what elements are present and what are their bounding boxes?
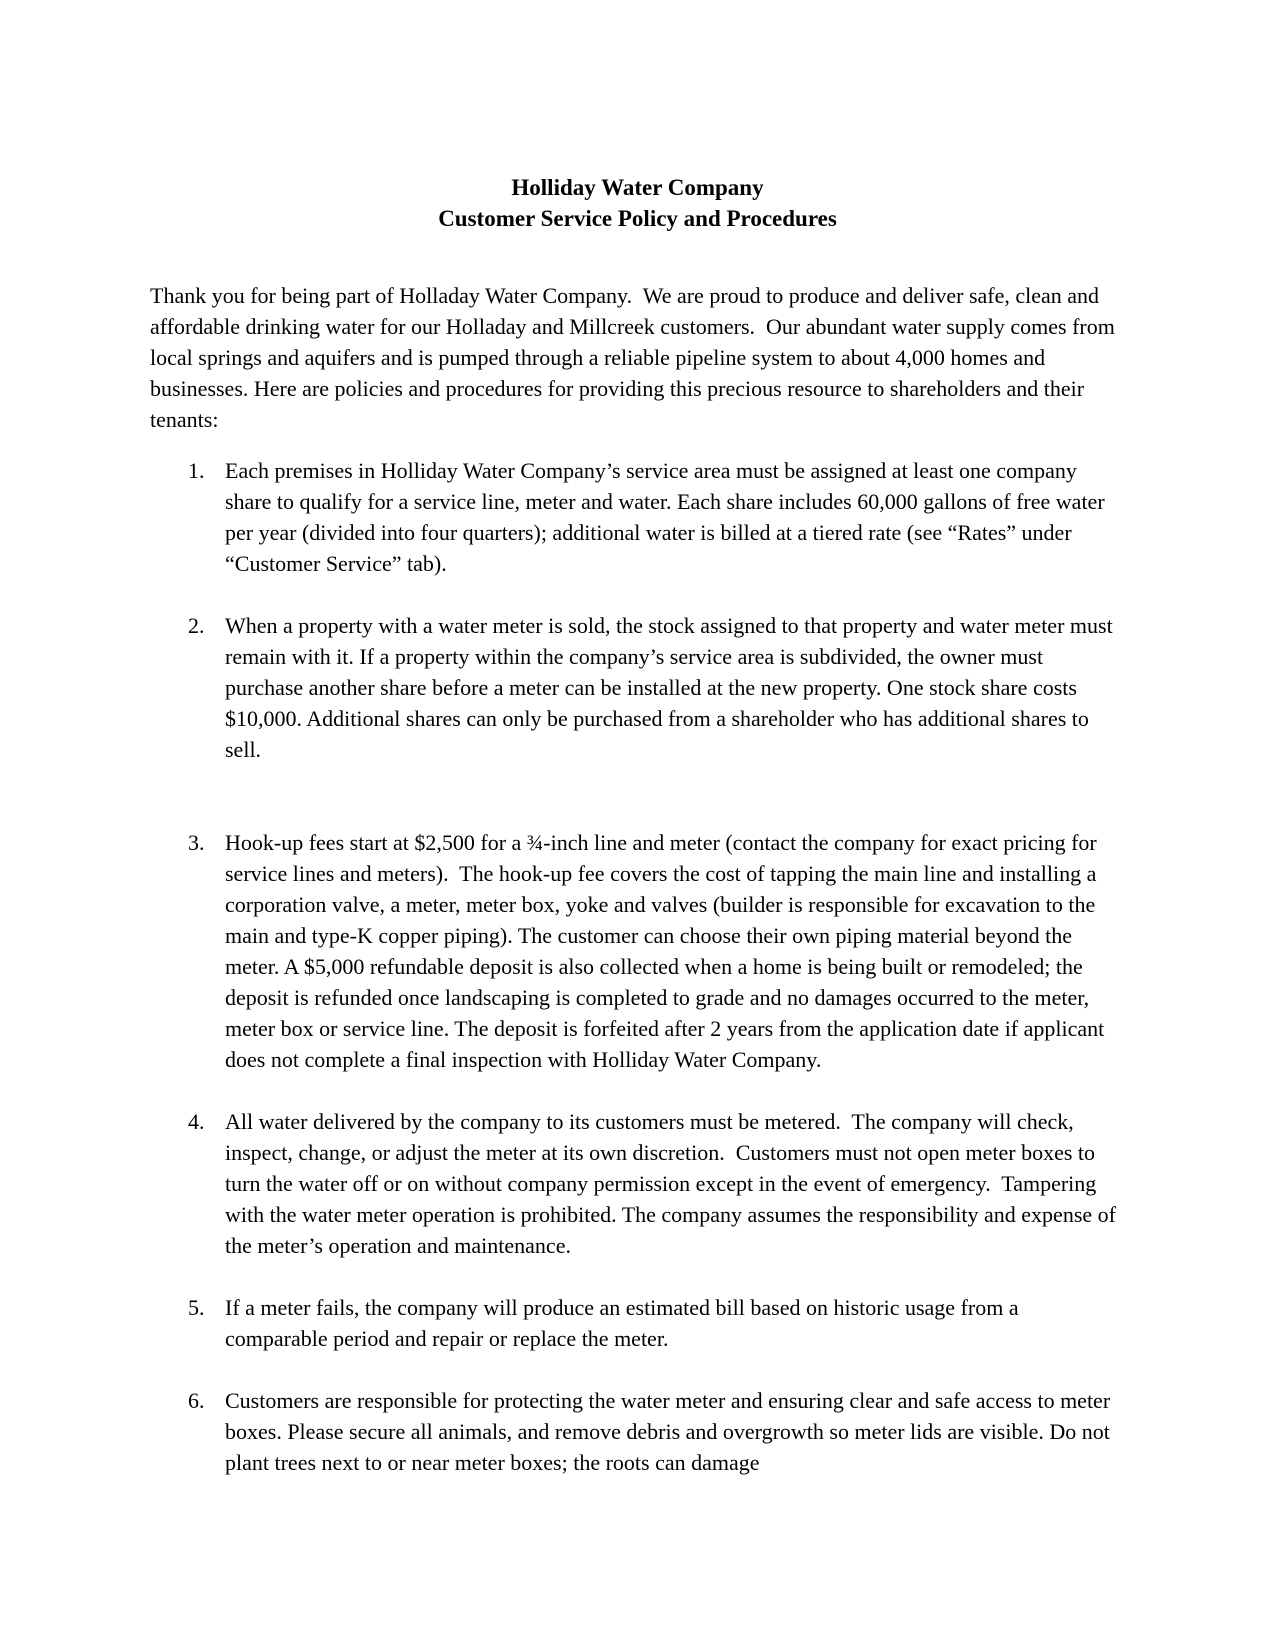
list-item-text: Hook-up fees start at $2,500 for a ¾-inch line and meter (contact the company for exact pricing for service lines and meters). The hook-up fee covers the cost of tapping the main line and installing a corporation valve, a meter, meter box, yoke and valves (builder is responsible for excavation to the main and type-K copper piping). The customer can choose their own piping material beyond the meter. A $5,000 refundable deposit is also collected when a home is being built or remodeled; the deposit is refunded once landscaping is completed to grade and no damages occurred to the meter, meter box or service line. The deposit is forfeited after 2 years from the application date if applicant does not complete a final inspection with Holliday Water Company. [225, 830, 1110, 1072]
list-item-text: When a property with a water meter is sold, the stock assigned to that property and water meter must remain with it. If a property within the company’s service area is subdivided, the owner must purchase another share before a meter can be installed at the new property. One stock share costs $10,000. Additional shares can only be purchased from a shareholder who has additional shares to sell. [225, 613, 1119, 762]
list-item [150, 1106, 1125, 1261]
document-title [150, 172, 1125, 234]
title-line-2: Customer Service Policy and Procedures [438, 206, 837, 231]
list-item [150, 1292, 1125, 1354]
list-item-text: Each premises in Holliday Water Company’s service area must be assigned at least one company share to qualify for a service line, meter and water. Each share includes 60,000 gallons of free water per year (divided into four quarters); additional water is billed at a tiered rate (see “Rates” under “Customer Service” tab). [225, 458, 1111, 576]
list-item-number: 3. [188, 830, 205, 855]
list-item [150, 610, 1125, 765]
list-item [150, 455, 1125, 579]
list-item-number: 4. [188, 1109, 205, 1134]
list-item-text: If a meter fails, the company will produce an estimated bill based on historic usage from a comparable period and repair or replace the meter. [225, 1295, 1025, 1351]
list-item-text: Customers are responsible for protecting the water meter and ensuring clear and safe access to meter boxes. Please secure all animals, and remove debris and overgrowth so meter lids are visible. Do not plant trees next to or near meter boxes; the roots can damage [225, 1388, 1116, 1475]
list-item [150, 1385, 1125, 1478]
intro-paragraph: Thank you for being part of Holladay Water Company. We are proud to produce and deliver safe, clean and affordable drinking water for our Holladay and Millcreek customers. Our abundant water supply comes from local springs and aquifers and is pumped through a reliable pipeline system to about 4,000 homes and businesses. Here are policies and procedures for providing this precious resource to shareholders and their tenants: [150, 283, 1121, 432]
list-item-number: 5. [188, 1295, 205, 1320]
list-item-number: 6. [188, 1388, 205, 1413]
list-item-number: 1. [188, 458, 205, 483]
title-line-1: Holliday Water Company [511, 175, 764, 200]
list-item-text: All water delivered by the company to its customers must be metered. The company will check, inspect, change, or adjust the meter at its own discretion. Customers must not open meter boxes to turn the water off or on without company permission except in the event of emergency. Tampering with the water meter operation is prohibited. The company assumes the responsibility and expense of the meter’s operation and maintenance. [225, 1109, 1122, 1258]
policy-list [150, 455, 1125, 1478]
list-item-number: 2. [188, 613, 205, 638]
document-content [150, 0, 1125, 1478]
list-item [150, 827, 1125, 1075]
